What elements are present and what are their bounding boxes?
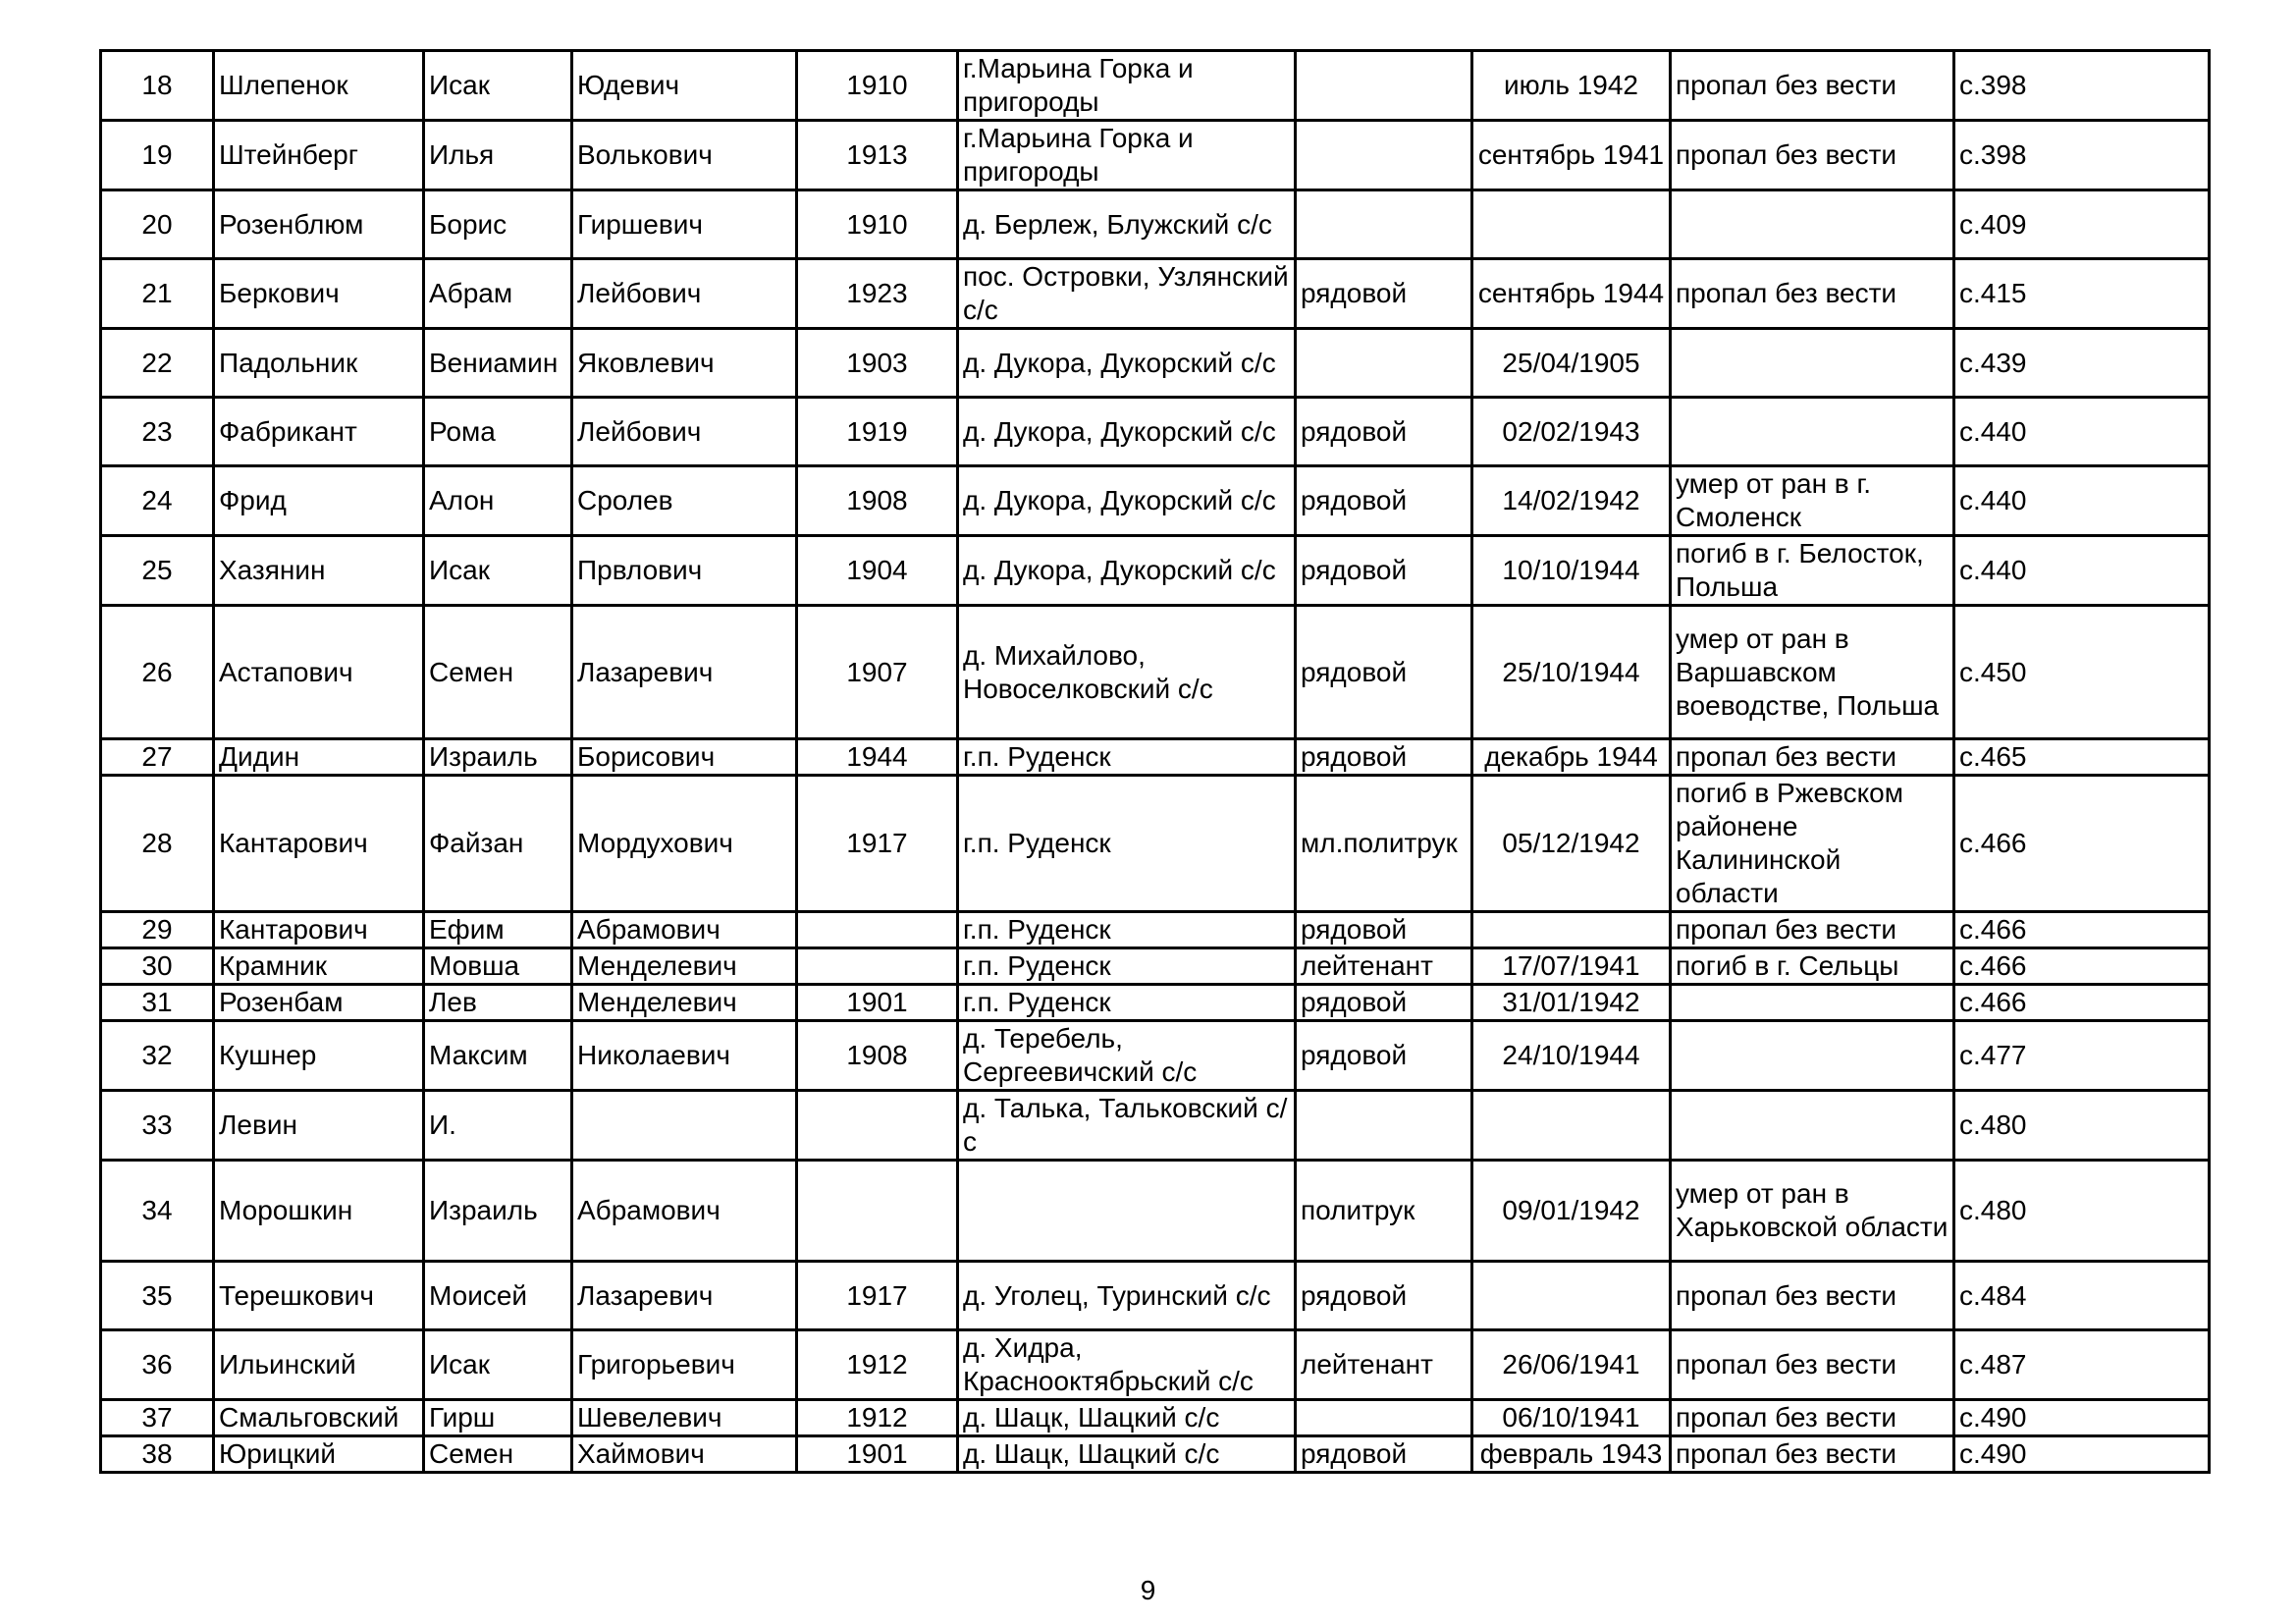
- cell-surname: Кантарович: [214, 776, 424, 912]
- cell-number: 29: [101, 912, 214, 948]
- cell-rank: рядовой: [1296, 1021, 1472, 1091]
- cell-number: 21: [101, 259, 214, 329]
- cell-number: 26: [101, 606, 214, 739]
- cell-rank: лейтенант: [1296, 1330, 1472, 1400]
- cell-date: 10/10/1944: [1472, 536, 1671, 606]
- cell-place: д. Дукора, Дукорский с/с: [958, 329, 1296, 398]
- cell-birth-year: 1923: [797, 259, 958, 329]
- cell-patronymic: Лейбович: [572, 398, 797, 466]
- cell-place: г.п. Руденск: [958, 912, 1296, 948]
- cell-fate: пропал без вести: [1671, 51, 1954, 121]
- table-row: [101, 259, 2210, 329]
- cell-date: 02/02/1943: [1472, 398, 1671, 466]
- cell-surname: Розенбам: [214, 985, 424, 1021]
- cell-birth-year: 1903: [797, 329, 958, 398]
- cell-date: [1472, 1091, 1671, 1161]
- table-row: [101, 948, 2210, 985]
- cell-rank: рядовой: [1296, 985, 1472, 1021]
- table-row: [101, 51, 2210, 121]
- cell-name: Вениамин: [424, 329, 572, 398]
- cell-date: сентябрь 1941: [1472, 121, 1671, 190]
- cell-number: 30: [101, 948, 214, 985]
- cell-reference: с.409: [1954, 190, 2210, 259]
- cell-number: 22: [101, 329, 214, 398]
- cell-rank: рядовой: [1296, 606, 1472, 739]
- cell-birth-year: 1912: [797, 1400, 958, 1436]
- cell-fate: погиб в г. Белосток, Польша: [1671, 536, 1954, 606]
- cell-fate: [1671, 1091, 1954, 1161]
- cell-rank: [1296, 329, 1472, 398]
- cell-birth-year: 1917: [797, 776, 958, 912]
- cell-reference: с.450: [1954, 606, 2210, 739]
- cell-surname: Кантарович: [214, 912, 424, 948]
- cell-fate: [1671, 398, 1954, 466]
- cell-surname: Левин: [214, 1091, 424, 1161]
- cell-name: Алон: [424, 466, 572, 536]
- cell-rank: рядовой: [1296, 912, 1472, 948]
- cell-number: 33: [101, 1091, 214, 1161]
- cell-surname: Штейнберг: [214, 121, 424, 190]
- cell-patronymic: Борисович: [572, 739, 797, 776]
- cell-birth-year: 1904: [797, 536, 958, 606]
- cell-birth-year: 1912: [797, 1330, 958, 1400]
- cell-surname: Шлепенок: [214, 51, 424, 121]
- cell-name: Семен: [424, 1436, 572, 1473]
- cell-patronymic: Менделевич: [572, 985, 797, 1021]
- cell-birth-year: [797, 1091, 958, 1161]
- cell-birth-year: [797, 912, 958, 948]
- cell-birth-year: 1913: [797, 121, 958, 190]
- cell-patronymic: Григорьевич: [572, 1330, 797, 1400]
- cell-patronymic: Абрамович: [572, 912, 797, 948]
- cell-date: 17/07/1941: [1472, 948, 1671, 985]
- cell-name: Израиль: [424, 739, 572, 776]
- cell-surname: Астапович: [214, 606, 424, 739]
- cell-reference: с.466: [1954, 776, 2210, 912]
- table-row: [101, 190, 2210, 259]
- cell-patronymic: Николаевич: [572, 1021, 797, 1091]
- cell-date: 26/06/1941: [1472, 1330, 1671, 1400]
- cell-name: Исак: [424, 1330, 572, 1400]
- cell-number: 32: [101, 1021, 214, 1091]
- cell-reference: с.480: [1954, 1161, 2210, 1262]
- cell-name: Максим: [424, 1021, 572, 1091]
- cell-patronymic: Лазаревич: [572, 1262, 797, 1330]
- cell-place: д. Теребель, Сергеевичский с/с: [958, 1021, 1296, 1091]
- cell-place: д. Талька, Тальковский с/с: [958, 1091, 1296, 1161]
- cell-fate: [1671, 985, 1954, 1021]
- cell-name: Израиль: [424, 1161, 572, 1262]
- cell-rank: мл.политрук: [1296, 776, 1472, 912]
- cell-reference: с.484: [1954, 1262, 2210, 1330]
- table-row: [101, 606, 2210, 739]
- cell-birth-year: 1907: [797, 606, 958, 739]
- cell-reference: с.490: [1954, 1400, 2210, 1436]
- cell-date: 25/10/1944: [1472, 606, 1671, 739]
- cell-surname: Юрицкий: [214, 1436, 424, 1473]
- cell-place: д. Хидра, Краснооктябрьский с/с: [958, 1330, 1296, 1400]
- cell-number: 24: [101, 466, 214, 536]
- cell-number: 20: [101, 190, 214, 259]
- cell-name: Рома: [424, 398, 572, 466]
- cell-birth-year: 1908: [797, 466, 958, 536]
- cell-fate: умер от ран в Варшавском воеводстве, Польша: [1671, 606, 1954, 739]
- cell-reference: с.415: [1954, 259, 2210, 329]
- table-row: [101, 1021, 2210, 1091]
- cell-fate: [1671, 190, 1954, 259]
- cell-patronymic: Шевелевич: [572, 1400, 797, 1436]
- cell-rank: рядовой: [1296, 1262, 1472, 1330]
- cell-rank: [1296, 121, 1472, 190]
- table-row: [101, 121, 2210, 190]
- cell-date: [1472, 190, 1671, 259]
- cell-fate: пропал без вести: [1671, 1400, 1954, 1436]
- cell-fate: [1671, 1021, 1954, 1091]
- cell-place: г.Марьина Горка и пригороды: [958, 51, 1296, 121]
- table-row: [101, 1091, 2210, 1161]
- cell-surname: Крамник: [214, 948, 424, 985]
- cell-date: 05/12/1942: [1472, 776, 1671, 912]
- cell-rank: рядовой: [1296, 536, 1472, 606]
- cell-rank: [1296, 1400, 1472, 1436]
- cell-patronymic: Волькович: [572, 121, 797, 190]
- cell-birth-year: 1908: [797, 1021, 958, 1091]
- cell-date: 09/01/1942: [1472, 1161, 1671, 1262]
- cell-surname: Хазянин: [214, 536, 424, 606]
- cell-patronymic: [572, 1091, 797, 1161]
- cell-birth-year: 1901: [797, 1436, 958, 1473]
- cell-fate: умер от ран в г. Смоленск: [1671, 466, 1954, 536]
- cell-patronymic: Сролев: [572, 466, 797, 536]
- table-row: [101, 985, 2210, 1021]
- cell-reference: с.440: [1954, 466, 2210, 536]
- cell-number: 19: [101, 121, 214, 190]
- cell-birth-year: [797, 1161, 958, 1262]
- cell-date: 06/10/1941: [1472, 1400, 1671, 1436]
- cell-birth-year: 1917: [797, 1262, 958, 1330]
- cell-surname: Беркович: [214, 259, 424, 329]
- cell-date: сентябрь 1944: [1472, 259, 1671, 329]
- cell-place: г.п. Руденск: [958, 776, 1296, 912]
- cell-rank: [1296, 51, 1472, 121]
- cell-fate: погиб в Ржевском районене Калининской области: [1671, 776, 1954, 912]
- cell-patronymic: Лазаревич: [572, 606, 797, 739]
- cell-reference: с.477: [1954, 1021, 2210, 1091]
- cell-patronymic: Менделевич: [572, 948, 797, 985]
- cell-fate: пропал без вести: [1671, 1436, 1954, 1473]
- cell-number: 18: [101, 51, 214, 121]
- cell-number: 23: [101, 398, 214, 466]
- cell-place: д. Дукора, Дукорский с/с: [958, 466, 1296, 536]
- cell-date: 14/02/1942: [1472, 466, 1671, 536]
- cell-place: д. Шацк, Шацкий с/с: [958, 1400, 1296, 1436]
- cell-patronymic: Яковлевич: [572, 329, 797, 398]
- cell-rank: [1296, 190, 1472, 259]
- cell-place: г.п. Руденск: [958, 985, 1296, 1021]
- cell-name: Гирш: [424, 1400, 572, 1436]
- table-row: [101, 739, 2210, 776]
- cell-rank: рядовой: [1296, 466, 1472, 536]
- cell-patronymic: Лейбович: [572, 259, 797, 329]
- table-row: [101, 912, 2210, 948]
- cell-patronymic: Хаймович: [572, 1436, 797, 1473]
- cell-name: Семен: [424, 606, 572, 739]
- cell-fate: погиб в г. Сельцы: [1671, 948, 1954, 985]
- cell-surname: Смальговский: [214, 1400, 424, 1436]
- register-table: [99, 49, 2211, 1474]
- cell-reference: с.487: [1954, 1330, 2210, 1400]
- cell-number: 27: [101, 739, 214, 776]
- cell-fate: пропал без вести: [1671, 121, 1954, 190]
- cell-fate: пропал без вести: [1671, 1262, 1954, 1330]
- cell-name: Файзан: [424, 776, 572, 912]
- cell-reference: с.465: [1954, 739, 2210, 776]
- cell-place: д. Шацк, Шацкий с/с: [958, 1436, 1296, 1473]
- cell-reference: с.398: [1954, 51, 2210, 121]
- cell-name: Моисей: [424, 1262, 572, 1330]
- table-row: [101, 776, 2210, 912]
- cell-date: 25/04/1905: [1472, 329, 1671, 398]
- cell-name: Исак: [424, 51, 572, 121]
- cell-reference: с.466: [1954, 912, 2210, 948]
- cell-number: 38: [101, 1436, 214, 1473]
- cell-place: д. Дукора, Дукорский с/с: [958, 398, 1296, 466]
- cell-date: [1472, 912, 1671, 948]
- cell-place: г.Марьина Горка и пригороды: [958, 121, 1296, 190]
- table-body: [101, 51, 2210, 1473]
- cell-number: 36: [101, 1330, 214, 1400]
- cell-place: д. Берлеж, Блужский с/с: [958, 190, 1296, 259]
- table-row: [101, 1161, 2210, 1262]
- cell-rank: рядовой: [1296, 398, 1472, 466]
- table-row: [101, 398, 2210, 466]
- cell-birth-year: 1901: [797, 985, 958, 1021]
- cell-name: Абрам: [424, 259, 572, 329]
- table-row: [101, 1436, 2210, 1473]
- cell-date: июль 1942: [1472, 51, 1671, 121]
- cell-reference: с.398: [1954, 121, 2210, 190]
- cell-birth-year: 1910: [797, 190, 958, 259]
- cell-number: 28: [101, 776, 214, 912]
- cell-reference: с.490: [1954, 1436, 2210, 1473]
- cell-name: Ефим: [424, 912, 572, 948]
- cell-surname: Терешкович: [214, 1262, 424, 1330]
- cell-birth-year: 1910: [797, 51, 958, 121]
- cell-rank: [1296, 1091, 1472, 1161]
- cell-birth-year: 1919: [797, 398, 958, 466]
- cell-name: Илья: [424, 121, 572, 190]
- cell-place: пос. Островки, Узлянский с/с: [958, 259, 1296, 329]
- cell-place: д. Уголец, Туринский с/с: [958, 1262, 1296, 1330]
- cell-birth-year: [797, 948, 958, 985]
- cell-number: 31: [101, 985, 214, 1021]
- table-row: [101, 1400, 2210, 1436]
- cell-number: 25: [101, 536, 214, 606]
- cell-birth-year: 1944: [797, 739, 958, 776]
- cell-patronymic: Првлович: [572, 536, 797, 606]
- cell-date: 24/10/1944: [1472, 1021, 1671, 1091]
- cell-fate: пропал без вести: [1671, 739, 1954, 776]
- cell-name: Мовша: [424, 948, 572, 985]
- cell-rank: рядовой: [1296, 259, 1472, 329]
- cell-patronymic: Гиршевич: [572, 190, 797, 259]
- cell-reference: с.466: [1954, 948, 2210, 985]
- cell-number: 34: [101, 1161, 214, 1262]
- cell-rank: рядовой: [1296, 739, 1472, 776]
- table-row: [101, 536, 2210, 606]
- cell-surname: Дидин: [214, 739, 424, 776]
- cell-surname: Розенблюм: [214, 190, 424, 259]
- cell-patronymic: Юдевич: [572, 51, 797, 121]
- cell-place: д. Дукора, Дукорский с/с: [958, 536, 1296, 606]
- cell-place: г.п. Руденск: [958, 739, 1296, 776]
- cell-patronymic: Абрамович: [572, 1161, 797, 1262]
- cell-surname: Кушнер: [214, 1021, 424, 1091]
- table-row: [101, 1262, 2210, 1330]
- cell-date: февраль 1943: [1472, 1436, 1671, 1473]
- cell-surname: Морошкин: [214, 1161, 424, 1262]
- cell-fate: пропал без вести: [1671, 259, 1954, 329]
- cell-name: Исак: [424, 536, 572, 606]
- cell-date: декабрь 1944: [1472, 739, 1671, 776]
- cell-reference: с.466: [1954, 985, 2210, 1021]
- cell-number: 35: [101, 1262, 214, 1330]
- cell-place: д. Михайлово, Новоселковский с/с: [958, 606, 1296, 739]
- cell-place: [958, 1161, 1296, 1262]
- cell-surname: Фабрикант: [214, 398, 424, 466]
- cell-reference: с.480: [1954, 1091, 2210, 1161]
- cell-reference: с.440: [1954, 398, 2210, 466]
- cell-surname: Фрид: [214, 466, 424, 536]
- table-row: [101, 466, 2210, 536]
- cell-fate: пропал без вести: [1671, 1330, 1954, 1400]
- cell-rank: политрук: [1296, 1161, 1472, 1262]
- cell-number: 37: [101, 1400, 214, 1436]
- page-number: 9: [1140, 1575, 1156, 1605]
- cell-fate: пропал без вести: [1671, 912, 1954, 948]
- cell-date: [1472, 1262, 1671, 1330]
- table-row: [101, 329, 2210, 398]
- cell-patronymic: Мордухович: [572, 776, 797, 912]
- cell-reference: с.440: [1954, 536, 2210, 606]
- cell-reference: с.439: [1954, 329, 2210, 398]
- cell-rank: рядовой: [1296, 1436, 1472, 1473]
- cell-fate: умер от ран в Харьковской области: [1671, 1161, 1954, 1262]
- cell-date: 31/01/1942: [1472, 985, 1671, 1021]
- cell-rank: лейтенант: [1296, 948, 1472, 985]
- cell-surname: Падольник: [214, 329, 424, 398]
- cell-name: И.: [424, 1091, 572, 1161]
- cell-place: г.п. Руденск: [958, 948, 1296, 985]
- cell-name: Лев: [424, 985, 572, 1021]
- table-row: [101, 1330, 2210, 1400]
- cell-surname: Ильинский: [214, 1330, 424, 1400]
- cell-fate: [1671, 329, 1954, 398]
- cell-name: Борис: [424, 190, 572, 259]
